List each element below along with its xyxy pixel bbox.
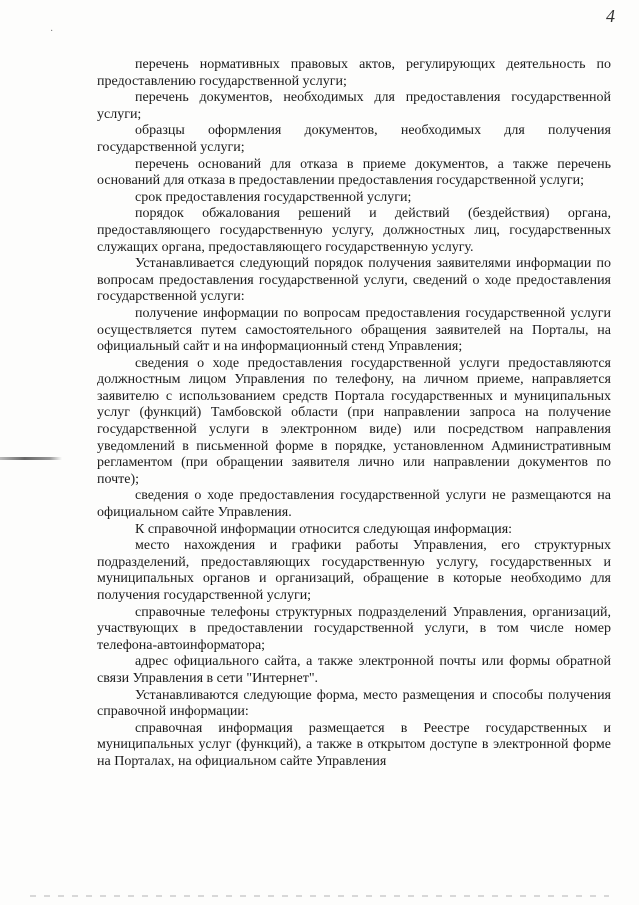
document-body (97, 57, 611, 771)
scan-mark: · (50, 26, 54, 37)
paragraph: перечень документов, необходимых для предоставления государственной услуги; (97, 90, 611, 122)
paragraph: адрес официального сайта, а также электронной почты или формы обратной связи Управления в сети "Интернет". (97, 654, 611, 686)
paragraph: Устанавливаются следующие форма, место размещения и способы получения справочной информации: (97, 687, 611, 720)
paragraph: место нахождения и графики работы Управления, его структурных подразделений, предоставляющих государственную услугу, государственных и муниципальных органов и организаций, обращение в которые необходимо для получения государственной услуги; (97, 538, 611, 603)
paragraph: сведения о ходе предоставления государственной услуги не размещаются на официальном сайте Управления. (97, 488, 611, 521)
paragraph: получение информации по вопросам предоставления государственной услуги осуществляется путем самостоятельного обращения заявителей на Порталы, на официальный сайт и на информационный стенд Управления; (97, 305, 611, 355)
paragraph: срок предоставления государственной услуги; (135, 189, 412, 205)
paragraph: справочная информация размещается в Реестре государственных и муниципальных услуг (функций), а также в открытом доступе в электронной форме на Порталах, на официальном сайте Управления (97, 720, 611, 769)
paragraph: Устанавливается следующий порядок получения заявителями информации по вопросам предоставления государственной услуги, сведений о ходе предоставления государственной услуги: (97, 256, 611, 305)
scan-streak (0, 457, 62, 460)
paragraph: порядок обжалования решений и действий (бездействия) органа, предоставляющего государственную услугу, должностных лиц, государственных служащих органа, предоставляющего государственную услугу. (97, 206, 611, 255)
paragraph: перечень нормативных правовых актов, регулирующих деятельность по предоставлению государственной услуги; (97, 57, 611, 89)
paragraph: перечень оснований для отказа в приеме документов, а также перечень оснований для отказа в предоставлении предоставления государственной услуги; (97, 156, 611, 189)
paragraph: сведения о ходе предоставления государственной услуги предоставляются должностным лицом Управления по телефону, на личном приеме, направляется заявителю с использованием средств Портала государственных и муниципальных услуг (функций) Тамбовской области (при направлении запроса на получение государственной услуги в электронном виде) или посредством направления уведомлений в письменной форме в порядке, установленном Административным регламентом (при обращении заявителя лично или направлении документов по почте); (97, 355, 611, 487)
paragraph: К справочной информации относится следующая информация: (135, 521, 513, 537)
paragraph: образцы оформления документов, необходимых для получения государственной услуги; (97, 123, 611, 155)
scan-edge-noise (30, 895, 609, 897)
paragraph: справочные телефоны структурных подразделений Управления, организаций, участвующих в предоставлении государственной услуги, в том числе номер телефона-автоинформатора; (97, 604, 611, 653)
page-number: 4 (606, 6, 615, 26)
